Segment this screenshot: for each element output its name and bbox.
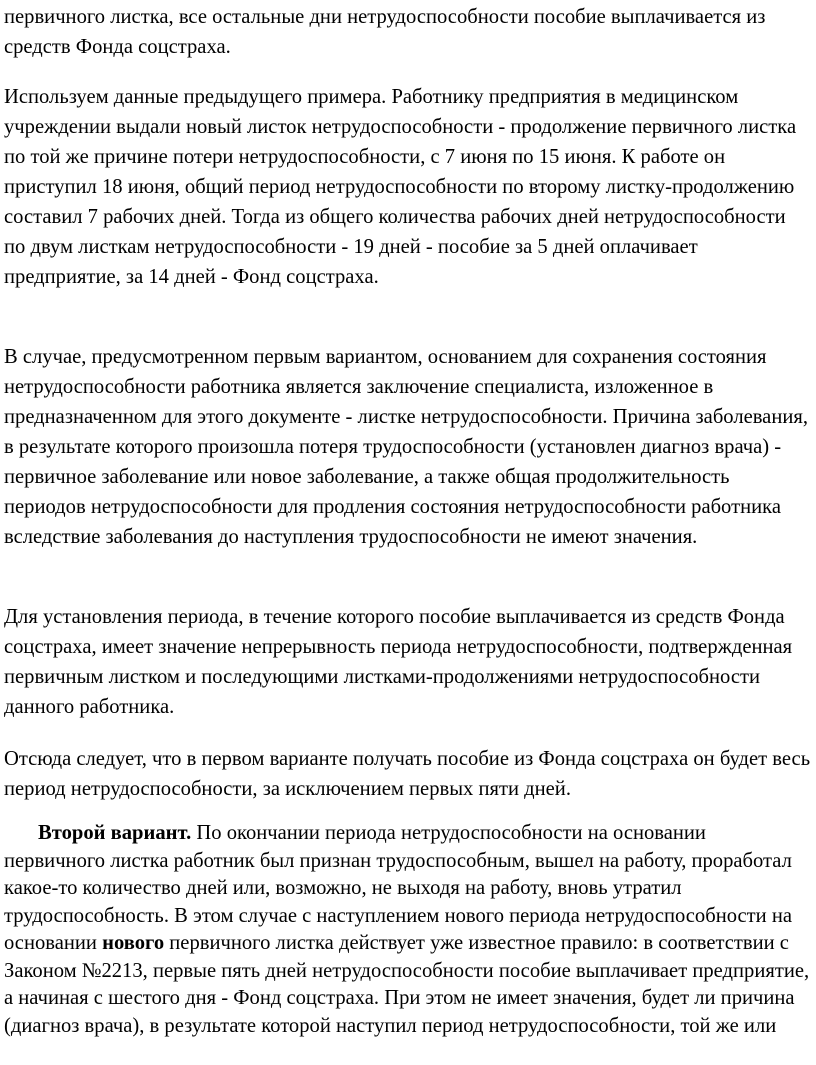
variant-text-b: первичного листка действует уже известное правило: в соответствии с Законом №2213, первые пять дней нетрудоспособности пособие выплачивает предприятие, а начиная с шестого дня - Фонд соцстраха. При этом не имеет значения, будет ли причина (диагноз врача), в результате которой наступил период нетрудоспособности, той же или [4, 932, 810, 1037]
paragraph-conclusion: Отсюда следует, что в первом варианте получать пособие из Фонда соцстраха он будет весь период нетрудоспособности, за исключением первых пяти дней. [4, 748, 811, 800]
variant-heading: Второй вариант. [38, 822, 192, 844]
paragraph-second-variant [4, 820, 812, 1040]
paragraph-continuation: первичного листка, все остальные дни нетрудоспособности пособие выплачивается из средств Фонда соцстраха. [4, 6, 766, 58]
bold-word: нового [102, 932, 165, 954]
paragraph-first-variant-basis: В случае, предусмотренном первым вариантом, основанием для сохранения состояния нетрудоспособности работника является заключение специалиста, изложенное в предназначенном для этого документе - листке нетрудоспособности. Причина заболевания, в результате которого произошла потеря трудоспособности (установлен диагноз врача) - первичное заболевание или новое заболевание, а также общая продолжительность периодов нетрудоспособности для продления состояния нетрудоспособности работника вследствие заболевания до наступления трудоспособности не имеют значения. [4, 346, 808, 548]
paragraph-period-continuity: Для установления периода, в течение которого пособие выплачивается из средств Фонда соцстраха, имеет значение непрерывность периода нетрудоспособности, подтвержденная первичным листком и последующими листками-продолжениями нетрудоспособности данного работника. [4, 606, 793, 718]
paragraph-example: Используем данные предыдущего примера. Работнику предприятия в медицинском учреждении выдали новый листок нетрудоспособности - продолжение первичного листка по той же причине потери нетрудоспособности, с 7 июня по 15 июня. К работе он приступил 18 июня, общий период нетрудоспособности по второму листку-продолжению составил 7 рабочих дней. Тогда из общего количества рабочих дней нетрудоспособности по двум листкам нетрудоспособности - 19 дней - пособие за 5 дней оплачивает предприятие, за 14 дней - Фонд соцстраха. [4, 86, 797, 288]
variant-text-a: По окончании периода нетрудоспособности на основании первичного листка работник был признан трудоспособным, вышел на работу, проработал какое-то количество дней или, возможно, не выходя на работу, вновь утратил трудоспособность. В этом случае с наступлением нового периода нетрудоспособности на основании [4, 822, 793, 954]
